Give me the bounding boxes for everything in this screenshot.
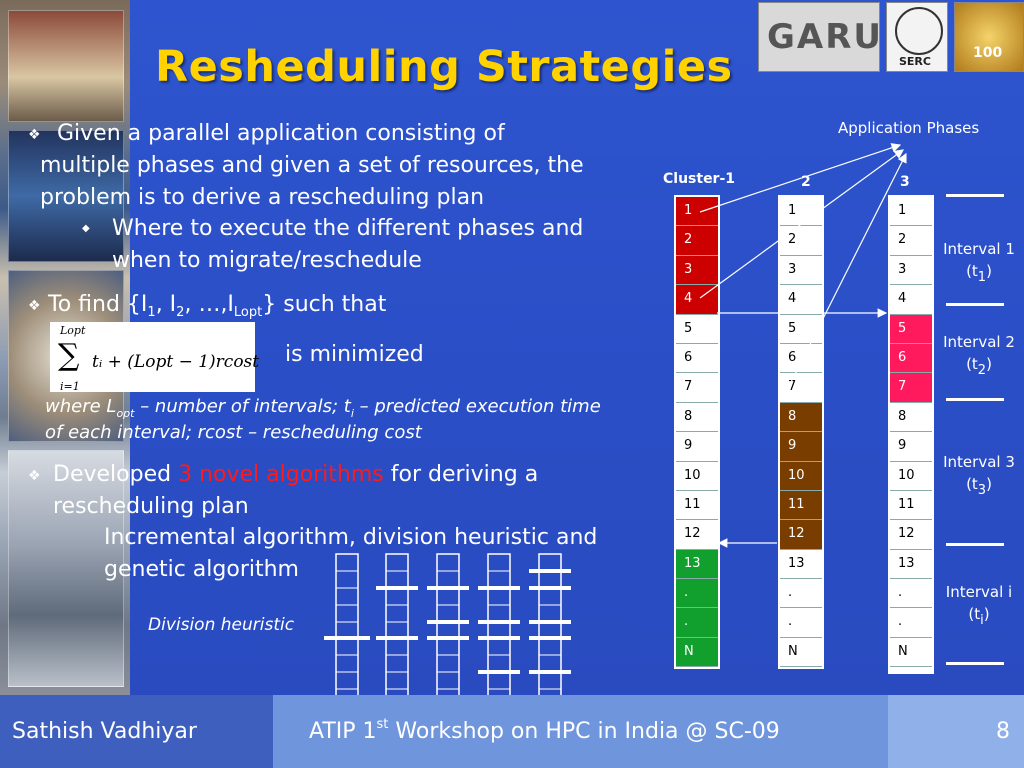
bullet-2-sub: 2 [176, 305, 185, 320]
interval-sub: i [980, 613, 984, 628]
centenary-logo-text: 100 [973, 45, 1003, 61]
phase-cell: 13 [780, 550, 822, 579]
bullet-2-part: To find {I [48, 292, 148, 317]
interval-2-label [932, 331, 1024, 377]
serc-logo-text: SERC [899, 55, 931, 68]
bullet-3-part: Developed [53, 462, 179, 487]
where-sub: opt [116, 407, 135, 420]
slide-title: Resheduling Strategies [155, 42, 733, 92]
phase-cell: 12 [780, 520, 822, 549]
phase-cell: 1 [780, 197, 822, 226]
bullet-2-sub: Lopt [233, 305, 263, 320]
phase-cell: 4 [890, 285, 932, 314]
cluster-1-column [674, 195, 720, 669]
interval-name: Interval 3 [943, 453, 1015, 471]
footer-event-panel [273, 695, 888, 768]
small-diamond-bullet-icon: ◆ [82, 223, 90, 234]
phase-cell: 10 [676, 462, 718, 491]
diamond-bullet-icon: ❖ [28, 468, 41, 484]
footer-event-part: ATIP 1 [309, 719, 377, 744]
bullet-3-highlight: 3 novel algorithms [178, 462, 384, 487]
division-column-3 [437, 554, 459, 706]
phase-cell: . [676, 579, 718, 608]
phase-cell: 2 [780, 226, 822, 255]
phase-cell: 6 [890, 344, 932, 373]
footer-event-sup: st [376, 717, 389, 732]
bullet-2-sub: 1 [147, 305, 156, 320]
phase-cell: . [890, 579, 932, 608]
footer-page-number: 8 [996, 719, 1010, 744]
diamond-bullet-icon: ❖ [28, 298, 41, 314]
bullet-3-part: for deriving a [383, 462, 539, 487]
division-column-1 [336, 554, 358, 706]
cluster-2-header: 2 [801, 174, 811, 190]
phase-cell: 2 [676, 226, 718, 255]
sub-bullet-3-line-1: Incremental algorithm, division heuristic and [104, 525, 598, 550]
bullet-2-part: , I [155, 292, 177, 317]
phase-cell: 4 [676, 285, 718, 314]
footer-author: Sathish Vadhiyar [12, 719, 197, 744]
phase-cell: 5 [676, 315, 718, 344]
cluster-2-column [778, 195, 824, 669]
phase-cell: 5 [780, 315, 822, 344]
phase-cell: 7 [780, 373, 822, 402]
interval-sym: (t [966, 262, 978, 280]
phase-cell: 6 [780, 344, 822, 373]
footer-author-panel [0, 695, 273, 768]
phase-cell: 5 [890, 315, 932, 344]
interval-name: Interval 1 [943, 240, 1015, 258]
sub-bullet-1-line-2: when to migrate/reschedule [112, 248, 422, 273]
phase-cell: 11 [780, 491, 822, 520]
interval-sym: (t [966, 355, 978, 373]
interval-sub: 3 [977, 483, 987, 498]
phase-cell: 8 [676, 403, 718, 432]
where-part: – predicted execution time [353, 396, 601, 417]
interval-close: ) [986, 475, 992, 493]
interval-sym: (t [968, 605, 981, 623]
cluster-3-column [888, 195, 934, 674]
where-part: – number of intervals; t [134, 396, 351, 417]
bullet-2-part: , …,I [184, 292, 234, 317]
summation-icon: ∑ [58, 338, 80, 373]
phase-cell: 3 [780, 256, 822, 285]
division-column-4 [488, 554, 510, 706]
interval-close: ) [986, 355, 992, 373]
phase-cell: 3 [676, 256, 718, 285]
bullet-3-line-2: rescheduling plan [53, 494, 249, 519]
division-heuristic-label: Division heuristic [148, 615, 295, 635]
bullet-1-line-1: Given a parallel application consisting of [57, 121, 505, 146]
phase-cell: . [890, 608, 932, 637]
slide-footer [0, 695, 1024, 768]
division-column-2 [386, 554, 408, 706]
bullet-1-line-3: problem is to derive a rescheduling plan [40, 185, 485, 210]
interval-3-label [932, 451, 1024, 497]
cluster-1-header: Cluster-1 [663, 171, 736, 187]
cluster-3-header: 3 [900, 174, 910, 190]
phase-cell: N [676, 638, 718, 667]
interval-boundary-bar [946, 303, 1004, 306]
footer-event [309, 719, 780, 744]
phase-cell: 10 [890, 462, 932, 491]
formula-lower-limit: i=1 [60, 380, 80, 393]
footer-page-panel [888, 695, 1024, 768]
phase-cell: 10 [780, 462, 822, 491]
diamond-bullet-icon: ❖ [28, 127, 41, 143]
phase-cell: 6 [676, 344, 718, 373]
division-cut-marks [324, 571, 571, 672]
phase-cell: 3 [890, 256, 932, 285]
phase-cell: 12 [676, 520, 718, 549]
phase-cell: 11 [676, 491, 718, 520]
sub-bullet-3-line-2: genetic algorithm [104, 557, 299, 582]
formula-expression: tᵢ + (Lopt − 1)rcost [92, 352, 260, 372]
phase-cell: 11 [890, 491, 932, 520]
phase-cell: . [676, 608, 718, 637]
interval-boundary-bar [946, 662, 1004, 665]
bullet-1-line-2: multiple phases and given a set of resources, the [40, 153, 584, 178]
phase-cell: 8 [780, 403, 822, 432]
phase-cell: 8 [890, 403, 932, 432]
bullet-2-part: } such that [262, 292, 387, 317]
phase-cell: 4 [780, 285, 822, 314]
where-sub: i [350, 407, 354, 420]
phase-cell: 2 [890, 226, 932, 255]
phase-cell: 1 [676, 197, 718, 226]
phase-cell: . [780, 608, 822, 637]
phase-cell: 1 [890, 197, 932, 226]
interval-boundary-bar [946, 194, 1004, 197]
formula-upper-limit: Lopt [60, 324, 86, 337]
phase-cell: N [890, 638, 932, 667]
interval-close: ) [986, 262, 992, 280]
interval-boundary-bar [946, 398, 1004, 401]
phase-cell: 7 [676, 373, 718, 402]
interval-sub: 1 [977, 270, 987, 285]
interval-boundary-bar [946, 543, 1004, 546]
interval-i-label [932, 581, 1024, 627]
division-column-5 [539, 554, 561, 706]
division-columns [336, 554, 561, 706]
interval-close: ) [983, 605, 990, 623]
application-phases-label: Application Phases [838, 119, 980, 137]
interval-sym: (t [966, 475, 978, 493]
garuda-logo-text: GARU [767, 17, 884, 57]
interval-name: Interval 2 [943, 333, 1015, 351]
where-part: where L [45, 396, 117, 417]
interval-1-label [932, 238, 1024, 284]
phase-cell: 9 [780, 432, 822, 461]
interval-name: Interval i [945, 583, 1013, 601]
minimized-text: is minimized [285, 342, 424, 367]
phase-cell: 13 [890, 550, 932, 579]
interval-sub: 2 [977, 363, 987, 378]
phase-cell: . [780, 579, 822, 608]
sub-bullet-1-line-1: Where to execute the different phases and [112, 216, 584, 241]
footer-event-part: Workshop on HPC in India @ SC-09 [388, 719, 780, 744]
phase-cell: N [780, 638, 822, 667]
phase-cell: 7 [890, 373, 932, 402]
phase-cell: 9 [890, 432, 932, 461]
where-line-2: of each interval; rcost – rescheduling cost [45, 422, 422, 443]
phase-cell: 13 [676, 550, 718, 579]
phase-cell: 12 [890, 520, 932, 549]
phase-cell: 9 [676, 432, 718, 461]
